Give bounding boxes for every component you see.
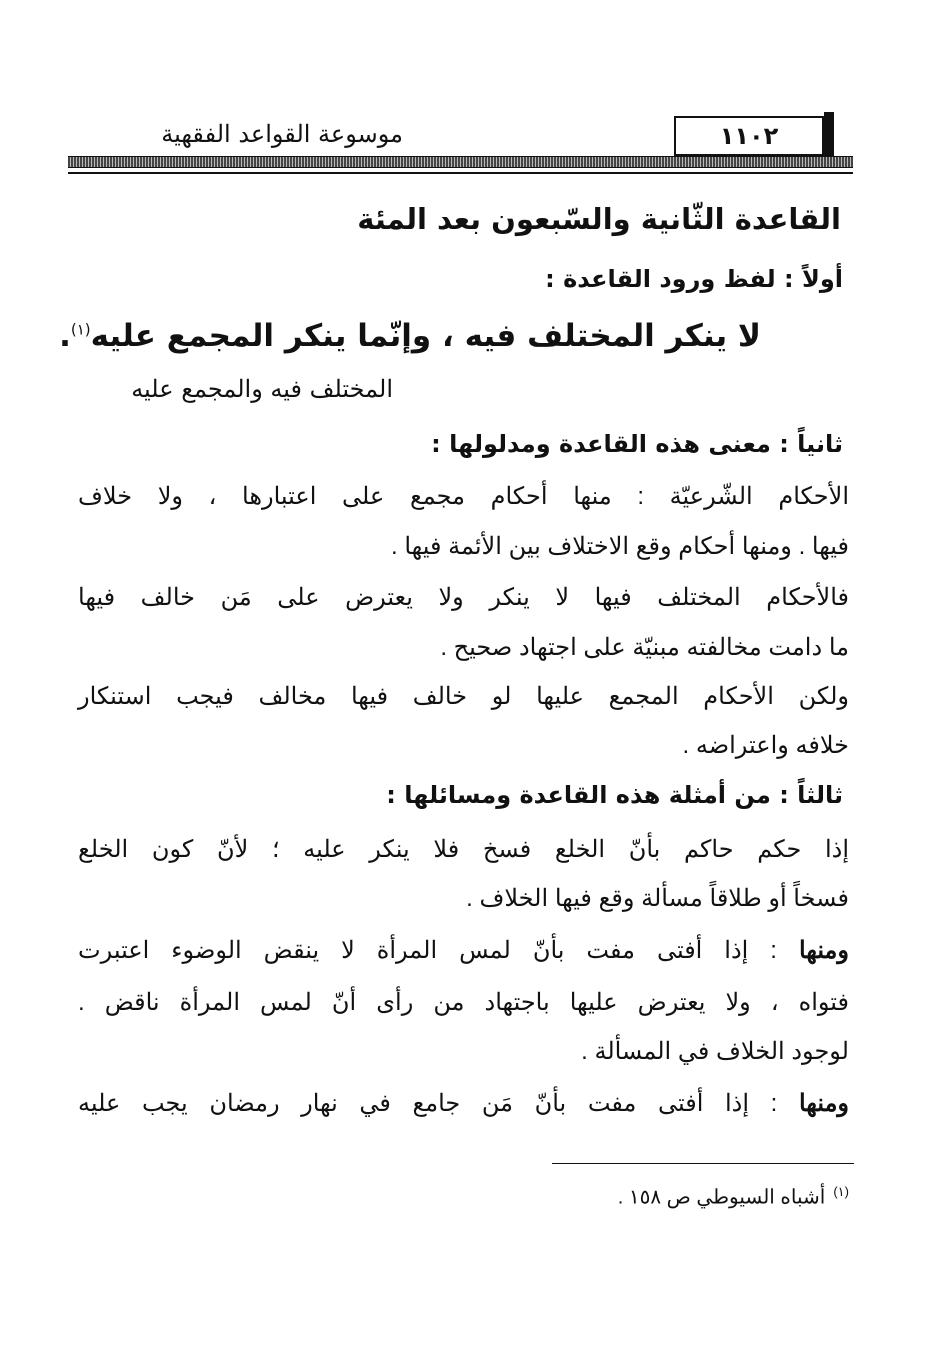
page-number: ١١٠٢ [674, 116, 824, 156]
footnote-text: أشباه السيوطي ص ١٥٨ . [617, 1186, 826, 1209]
section3-heading: ثالثاً : من أمثلة هذه القاعدة ومسائلها : [386, 781, 843, 809]
section2-line: فالأحكام المختلف فيها لا ينكر ولا يعترض على مَن خالف فيها [78, 584, 850, 611]
footnote [618, 1184, 849, 1210]
example2-line: فتواه ، ولا يعترض عليها باجتهاد من رأى أنّ لمس المرأة ناقض . [78, 989, 849, 1016]
example2-text: : إذا أفتى مفت بأنّ لمس المرأة لا ينقض الوضوء اعتبرت [78, 937, 777, 964]
section1-heading: أولاً : لفظ ورود القاعدة : [545, 265, 843, 293]
example-lead: ومنها [798, 1090, 850, 1117]
example3-line [78, 1089, 849, 1118]
section2-line: خلافه واعتراضه . [682, 732, 849, 759]
header-rule-band [68, 156, 853, 168]
rule-text: لا ينكر المختلف فيه ، وإنّما ينكر المجمع عليه [90, 318, 761, 354]
rule-subtitle: المختلف فيه والمجمع عليه [131, 375, 393, 403]
example2-line [78, 936, 849, 965]
example3-text: : إذا أفتى مفت بأنّ مَن جامع في نهار رمضان يجب عليه [78, 1090, 778, 1117]
section2-line: فيها . ومنها أحكام وقع الاختلاف بين الأئمة فيها . [391, 533, 849, 560]
example-lead: ومنها [798, 937, 849, 964]
section2-line: الأحكام الشّرعيّة : منها أحكام مجمع على اعتبارها ، ولا خلاف [78, 483, 849, 510]
footnote-separator [552, 1163, 854, 1164]
header-rule-thin [68, 172, 853, 174]
footnote-number: (١) [833, 1184, 849, 1199]
page-number-bar [824, 112, 834, 160]
rule-end: . [59, 318, 71, 354]
section2-heading: ثانياً : معنى هذه القاعدة ومدلولها : [431, 430, 843, 458]
footnote-mark: (١) [70, 320, 91, 339]
section2-line: ولكن الأحكام المجمع عليها لو خالف فيها مخالف فيجب استنكار [78, 683, 849, 710]
section3-line: إذا حكم حاكم بأنّ الخلع فسخ فلا ينكر عليه ؛ لأنّ كون الخلع [78, 836, 849, 863]
rule-statement [59, 318, 761, 354]
running-title: موسوعة القواعد الفقهية [161, 120, 403, 148]
section2-line: ما دامت مخالفته مبنيّة على اجتهاد صحيح . [440, 634, 849, 661]
page-header [68, 108, 853, 178]
rule-title: القاعدة الثّانية والسّبعون بعد المئة [357, 202, 841, 236]
section3-line: فسخاً أو طلاقاً مسألة وقع فيها الخلاف . [466, 885, 849, 912]
example2-line: لوجود الخلاف في المسألة . [581, 1038, 849, 1065]
